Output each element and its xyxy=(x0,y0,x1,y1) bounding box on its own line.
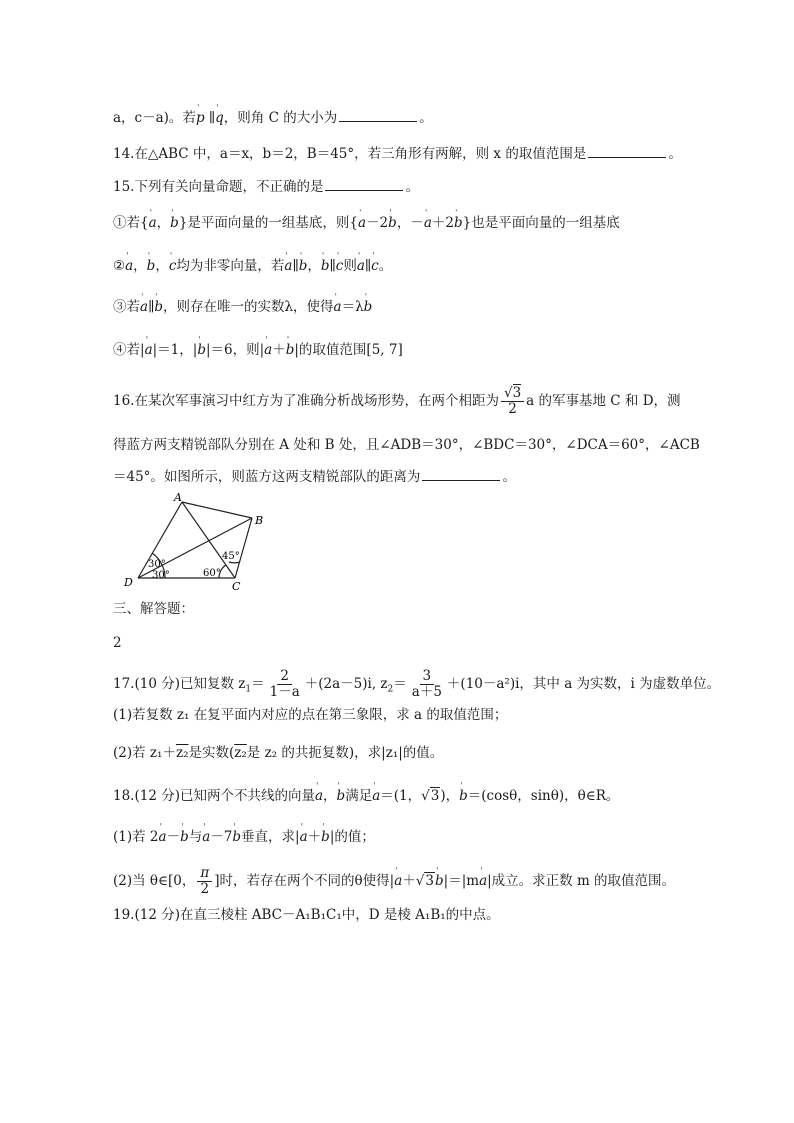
answer-blank xyxy=(422,468,500,481)
fraction: $\frac{√3}{2}$ xyxy=(501,386,524,417)
label-D: D xyxy=(124,576,133,589)
segment-BC xyxy=(235,518,252,578)
angle-45: 45° xyxy=(222,551,240,562)
q15-option-1: ①若{' a，' b}是平面向量的一组基底，则{' a－2' b，－' a＋2' b}也是平面向量的一组基底 xyxy=(113,214,620,232)
segment-AC xyxy=(182,502,235,578)
arc-45 xyxy=(229,562,240,563)
label-B: B xyxy=(255,514,264,527)
answer-blank xyxy=(339,109,417,122)
question-17-part-1: (1)若复数 z₁ 在复平面内对应的点在第三象限，求 a 的取值范围； xyxy=(113,707,508,723)
angle-30-lower: 30° xyxy=(152,570,170,581)
question-18: 18.(12 分)已知两个不共线的向量' a，' b满足' a＝(1，√3)，' b＝(cosθ，sinθ)，θ∈R。 xyxy=(113,787,619,805)
angle-60: 60° xyxy=(203,568,221,579)
q13-tail: a，c－a)。若' p ∥' q，则角 C 的大小为 。 xyxy=(113,109,433,127)
q15-option-3: ③若' a∥' b，则存在唯一的实数λ，使得' a＝λ' b xyxy=(113,298,372,316)
answer-blank xyxy=(588,145,666,158)
fraction: $\frac{2}{1-a}$ xyxy=(269,668,300,700)
geometry-figure xyxy=(118,490,278,592)
section-heading: 三、解答题： xyxy=(113,601,194,617)
question-18-part-1: (1)若 2' a－' b与' a－7' b垂直，求|' a＋' b|的值； xyxy=(113,828,375,846)
question-16-line-2: 得蓝方两支精锐部队分别在 A 处和 B 处，且∠ADB＝30°，∠BDC＝30°，∠DCA＝60°，∠ACB xyxy=(113,437,700,453)
question-18-part-2: (2)当 θ∈[0， $\frac{\pi}{2}$ ]时，若存在两个不同的θ使得|' a＋√3' b|＝|m' a|成立。求正数 m 的取值范围。 xyxy=(113,866,675,897)
q15-option-4: ④若|' a|＝1，|' b|＝6，则|' a＋' b|的取值范围[5, 7] xyxy=(113,341,403,359)
question-15: 15.下列有关向量命题，不正确的是 。 xyxy=(113,179,419,195)
question-17-part-2: (2)若 z₁＋z₂是实数(z₂是 z₂ 的共扼复数)，求|z₁|的值。 xyxy=(113,745,444,761)
label-A: A xyxy=(174,491,182,504)
answer-blank xyxy=(325,178,403,191)
question-14: 14.在△ABC 中，a＝x，b＝2，B＝45°，若三角形有两解，则 x 的取值范围是 。 xyxy=(113,146,682,162)
stray-number: 2 xyxy=(113,635,122,651)
question-16-line-1: 16.在某次军事演习中红方为了准确分析战场形势，在两个相距为 $\frac{√3}{2}$ a 的军事基地 C 和 D，测 xyxy=(113,385,681,417)
label-C: C xyxy=(232,580,241,592)
question-17: 17.(10 分)已知复数 $z_1=$ $\frac{2}{1-a}$ ＋(2a－5)i, $z_2=$ $\frac{3}{a+5}$ ＋(10－a²)i，其中 a 为实数，i 为虚数单位。 xyxy=(113,668,721,700)
angle-30-upper: 30° xyxy=(148,559,166,570)
question-19: 19.(12 分)在直三棱柱 ABC－A₁B₁C₁中，D 是棱 A₁B₁的中点。 xyxy=(113,907,500,923)
segment-AB xyxy=(182,502,252,518)
fraction: $\frac{3}{a+5}$ xyxy=(411,668,442,700)
fraction: $\frac{\pi}{2}$ xyxy=(197,866,212,897)
q15-option-2: ②' a，' b，' c均为非零向量，若' a∥' b，' b∥' c则' a∥' c。 xyxy=(113,257,392,275)
question-16-line-3: ＝45°。如图所示，则蓝方这两支精锐部队的距离为 。 xyxy=(113,469,516,485)
